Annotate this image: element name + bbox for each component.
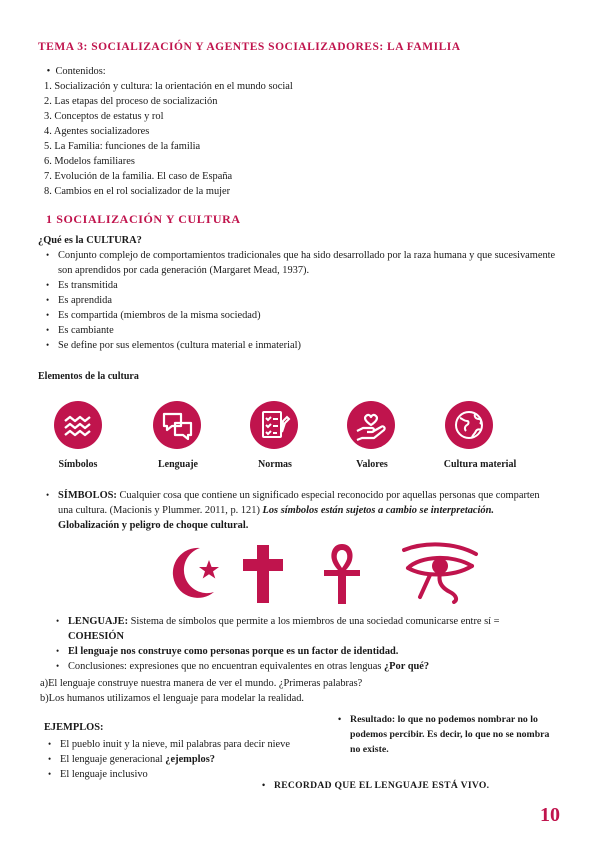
ejemplos-heading: EJEMPLOS: bbox=[44, 722, 104, 733]
simbolos-paragraph bbox=[42, 488, 554, 533]
contents-item: 1. Socialización y cultura: la orientación en el mundo social bbox=[44, 81, 293, 92]
icon-label-cultura-material: Cultura material bbox=[443, 459, 517, 470]
elements-heading: Elementos de la cultura bbox=[38, 371, 139, 382]
checklist-icon bbox=[250, 401, 298, 449]
list-item: • Resultado: lo que no podemos nombrar no lo podemos percibir. Es decir, lo que no se nombra no existe. bbox=[334, 712, 554, 757]
contents-item: 8. Cambios en el rol socializador de la mujer bbox=[44, 186, 231, 197]
list-item: • RECORDAD QUE EL LENGUAJE ESTÁ VIVO. bbox=[258, 780, 489, 791]
page-title: TEMA 3: SOCIALIZACIÓN Y AGENTES SOCIALIZADORES: LA FAMILIA bbox=[38, 41, 461, 53]
list-item: • Es compartida (miembros de la misma sociedad) bbox=[42, 308, 562, 323]
icon-label-lenguaje: Lenguaje bbox=[158, 459, 198, 470]
contents-item: 5. La Familia: funciones de la familia bbox=[44, 141, 201, 152]
conclusion-b: b)Los humanos utilizamos el lenguaje para modelar la realidad. bbox=[40, 693, 305, 704]
list-item: • El lenguaje generacional ¿ejemplos? bbox=[44, 752, 290, 767]
contents-heading: • Contenidos: bbox=[44, 66, 106, 77]
globe-icon bbox=[445, 401, 493, 449]
conclusion-a: a)El lenguaje construye nuestra manera de ver el mundo. ¿Primeras palabras? bbox=[40, 678, 363, 689]
lenguaje-section bbox=[52, 614, 552, 674]
contents-item: 6. Modelos familiares bbox=[44, 156, 135, 167]
contents-item: 7. Evolución de la familia. El caso de España bbox=[44, 171, 233, 182]
list-item: • Es transmitida bbox=[42, 278, 562, 293]
contents-item: 4. Agentes socializadores bbox=[44, 126, 150, 137]
icon-label-simbolos: Símbolos bbox=[58, 459, 98, 470]
culture-bullets bbox=[42, 248, 562, 353]
conclusions-list bbox=[40, 676, 362, 706]
list-item: • Es aprendida bbox=[42, 293, 562, 308]
list-item: • Se define por sus elementos (cultura material e inmaterial) bbox=[42, 338, 562, 353]
section-heading: 1 SOCIALIZACIÓN Y CULTURA bbox=[46, 212, 241, 226]
heart-hand-icon bbox=[347, 401, 395, 449]
list-item: • LENGUAJE: Sistema de símbolos que permite a los miembros de una sociedad comunicarse entre sí = COHESIÓN bbox=[52, 614, 552, 644]
ejemplos-list bbox=[44, 737, 290, 782]
speech-bubbles-icon bbox=[153, 401, 201, 449]
contents-item: 2. Las etapas del proceso de socialización bbox=[44, 96, 218, 107]
culture-question: ¿Qué es la CULTURA? bbox=[38, 235, 142, 246]
list-item: • El lenguaje nos construye como personas porque es un factor de identidad. bbox=[52, 644, 552, 659]
crescent-star-icon bbox=[168, 544, 224, 602]
recordad-note bbox=[258, 780, 489, 791]
contents-list bbox=[44, 64, 293, 199]
aquarius-waves-icon bbox=[54, 401, 102, 449]
list-item: • Es cambiante bbox=[42, 323, 562, 338]
icon-label-valores: Valores bbox=[356, 459, 388, 470]
contents-item: 3. Conceptos de estatus y rol bbox=[44, 111, 164, 122]
eye-of-horus-icon bbox=[400, 542, 480, 604]
page-number: 10 bbox=[540, 804, 560, 826]
list-item: • SÍMBOLOS: Cualquier cosa que contiene un significado especial reconocido por aquellas personas que comparten una cultura. (Macionis y Plummer. 2011, p. 121) Los símbolos están sujetos a cambio se interpretación. Globalización y peligro de choque cultural. bbox=[42, 488, 554, 533]
list-item: • Conjunto complejo de comportamientos tradicionales que ha sido desarrollado por la raza humana y que sucesivamente son aprendidos por cada generación (Margaret Mead, 1937). bbox=[42, 248, 562, 278]
resultado-note bbox=[334, 712, 554, 757]
icon-label-normas: Normas bbox=[258, 459, 292, 470]
list-item: • Conclusiones: expresiones que no encuentran equivalentes en otras lenguas ¿Por qué? bbox=[52, 659, 552, 674]
ankh-icon bbox=[320, 542, 364, 606]
list-item: • El lenguaje inclusivo bbox=[44, 767, 290, 782]
cross-icon bbox=[240, 543, 286, 605]
list-item: • El pueblo inuit y la nieve, mil palabras para decir nieve bbox=[44, 737, 290, 752]
